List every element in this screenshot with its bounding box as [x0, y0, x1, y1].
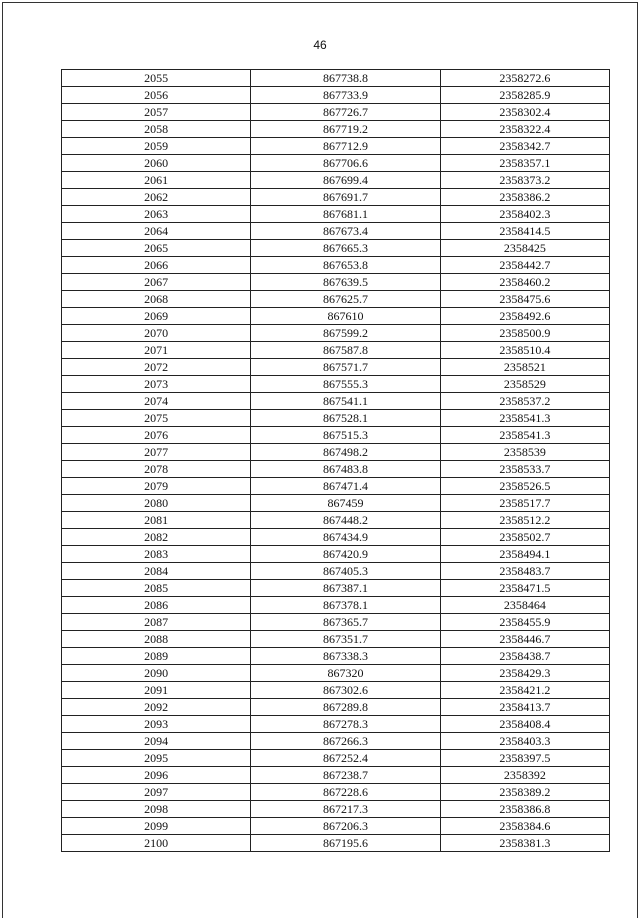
y-coordinate-cell: 2358438.7	[440, 648, 609, 665]
table-row	[62, 716, 610, 733]
table-row	[62, 342, 610, 359]
x-coordinate-cell: 867712.9	[251, 138, 440, 155]
x-coordinate-cell: 867719.2	[251, 121, 440, 138]
y-coordinate-cell: 2358425	[440, 240, 609, 257]
point-number-cell: 2090	[62, 665, 251, 682]
x-coordinate-cell: 867195.6	[251, 835, 440, 852]
x-coordinate-cell: 867733.9	[251, 87, 440, 104]
point-number-cell: 2057	[62, 104, 251, 121]
x-coordinate-cell: 867498.2	[251, 444, 440, 461]
point-number-cell: 2078	[62, 461, 251, 478]
y-coordinate-cell: 2358408.4	[440, 716, 609, 733]
y-coordinate-cell: 2358529	[440, 376, 609, 393]
y-coordinate-cell: 2358517.7	[440, 495, 609, 512]
table-row	[62, 393, 610, 410]
y-coordinate-cell: 2358510.4	[440, 342, 609, 359]
point-number-cell: 2056	[62, 87, 251, 104]
point-number-cell: 2068	[62, 291, 251, 308]
x-coordinate-cell: 867610	[251, 308, 440, 325]
y-coordinate-cell: 2358386.8	[440, 801, 609, 818]
point-number-cell: 2061	[62, 172, 251, 189]
point-number-cell: 2073	[62, 376, 251, 393]
table-row	[62, 682, 610, 699]
x-coordinate-cell: 867528.1	[251, 410, 440, 427]
point-number-cell: 2058	[62, 121, 251, 138]
point-number-cell: 2081	[62, 512, 251, 529]
point-number-cell: 2069	[62, 308, 251, 325]
table-row	[62, 665, 610, 682]
point-number-cell: 2072	[62, 359, 251, 376]
point-number-cell: 2076	[62, 427, 251, 444]
table-row	[62, 257, 610, 274]
table-row	[62, 563, 610, 580]
x-coordinate-cell: 867681.1	[251, 206, 440, 223]
x-coordinate-cell: 867673.4	[251, 223, 440, 240]
x-coordinate-cell: 867278.3	[251, 716, 440, 733]
table-row	[62, 410, 610, 427]
point-number-cell: 2084	[62, 563, 251, 580]
table-row	[62, 172, 610, 189]
y-coordinate-cell: 2358386.2	[440, 189, 609, 206]
page-number: 46	[313, 38, 327, 52]
table-row	[62, 189, 610, 206]
x-coordinate-cell: 867625.7	[251, 291, 440, 308]
table-row	[62, 835, 610, 852]
y-coordinate-cell: 2358471.5	[440, 580, 609, 597]
table-row	[62, 121, 610, 138]
y-coordinate-cell: 2358272.6	[440, 70, 609, 87]
x-coordinate-cell: 867217.3	[251, 801, 440, 818]
y-coordinate-cell: 2358381.3	[440, 835, 609, 852]
x-coordinate-cell: 867459	[251, 495, 440, 512]
y-coordinate-cell: 2358429.3	[440, 665, 609, 682]
point-number-cell: 2064	[62, 223, 251, 240]
x-coordinate-cell: 867691.7	[251, 189, 440, 206]
x-coordinate-cell: 867555.3	[251, 376, 440, 393]
table-row	[62, 784, 610, 801]
x-coordinate-cell: 867699.4	[251, 172, 440, 189]
table-row	[62, 512, 610, 529]
x-coordinate-cell: 867302.6	[251, 682, 440, 699]
x-coordinate-cell: 867639.5	[251, 274, 440, 291]
point-number-cell: 2059	[62, 138, 251, 155]
y-coordinate-cell: 2358357.1	[440, 155, 609, 172]
table-row	[62, 461, 610, 478]
point-number-cell: 2075	[62, 410, 251, 427]
table-row	[62, 104, 610, 121]
y-coordinate-cell: 2358492.6	[440, 308, 609, 325]
y-coordinate-cell: 2358322.4	[440, 121, 609, 138]
x-coordinate-cell: 867726.7	[251, 104, 440, 121]
x-coordinate-cell: 867706.6	[251, 155, 440, 172]
table-row	[62, 631, 610, 648]
table-row	[62, 801, 610, 818]
y-coordinate-cell: 2358392	[440, 767, 609, 784]
point-number-cell: 2087	[62, 614, 251, 631]
table-row	[62, 750, 610, 767]
point-number-cell: 2065	[62, 240, 251, 257]
x-coordinate-cell: 867387.1	[251, 580, 440, 597]
y-coordinate-cell: 2358512.2	[440, 512, 609, 529]
x-coordinate-cell: 867238.7	[251, 767, 440, 784]
table-row	[62, 359, 610, 376]
table-row	[62, 478, 610, 495]
y-coordinate-cell: 2358521	[440, 359, 609, 376]
y-coordinate-cell: 2358526.5	[440, 478, 609, 495]
y-coordinate-cell: 2358541.3	[440, 427, 609, 444]
x-coordinate-cell: 867338.3	[251, 648, 440, 665]
point-number-cell: 2066	[62, 257, 251, 274]
x-coordinate-cell: 867599.2	[251, 325, 440, 342]
y-coordinate-cell: 2358541.3	[440, 410, 609, 427]
y-coordinate-cell: 2358537.2	[440, 393, 609, 410]
table-row	[62, 495, 610, 512]
y-coordinate-cell: 2358460.2	[440, 274, 609, 291]
y-coordinate-cell: 2358342.7	[440, 138, 609, 155]
point-number-cell: 2093	[62, 716, 251, 733]
table-row	[62, 580, 610, 597]
table-row	[62, 529, 610, 546]
point-number-cell: 2079	[62, 478, 251, 495]
point-number-cell: 2063	[62, 206, 251, 223]
point-number-cell: 2094	[62, 733, 251, 750]
table-row	[62, 70, 610, 87]
table-row	[62, 240, 610, 257]
y-coordinate-cell: 2358389.2	[440, 784, 609, 801]
table-row	[62, 597, 610, 614]
x-coordinate-cell: 867289.8	[251, 699, 440, 716]
x-coordinate-cell: 867653.8	[251, 257, 440, 274]
x-coordinate-cell: 867420.9	[251, 546, 440, 563]
point-number-cell: 2095	[62, 750, 251, 767]
point-number-cell: 2062	[62, 189, 251, 206]
point-number-cell: 2083	[62, 546, 251, 563]
x-coordinate-cell: 867351.7	[251, 631, 440, 648]
x-coordinate-cell: 867665.3	[251, 240, 440, 257]
y-coordinate-cell: 2358442.7	[440, 257, 609, 274]
y-coordinate-cell: 2358446.7	[440, 631, 609, 648]
y-coordinate-cell: 2358285.9	[440, 87, 609, 104]
y-coordinate-cell: 2358402.3	[440, 206, 609, 223]
point-number-cell: 2082	[62, 529, 251, 546]
y-coordinate-cell: 2358500.9	[440, 325, 609, 342]
x-coordinate-cell: 867405.3	[251, 563, 440, 580]
x-coordinate-cell: 867471.4	[251, 478, 440, 495]
point-number-cell: 2077	[62, 444, 251, 461]
point-number-cell: 2080	[62, 495, 251, 512]
table-row	[62, 274, 610, 291]
y-coordinate-cell: 2358413.7	[440, 699, 609, 716]
point-number-cell: 2088	[62, 631, 251, 648]
y-coordinate-cell: 2358373.2	[440, 172, 609, 189]
y-coordinate-cell: 2358483.7	[440, 563, 609, 580]
y-coordinate-cell: 2358533.7	[440, 461, 609, 478]
table-row	[62, 223, 610, 240]
point-number-cell: 2096	[62, 767, 251, 784]
x-coordinate-cell: 867738.8	[251, 70, 440, 87]
point-number-cell: 2091	[62, 682, 251, 699]
table-row	[62, 733, 610, 750]
coordinates-table-body	[62, 70, 610, 852]
point-number-cell: 2100	[62, 835, 251, 852]
x-coordinate-cell: 867206.3	[251, 818, 440, 835]
table-row	[62, 291, 610, 308]
table-row	[62, 767, 610, 784]
point-number-cell: 2067	[62, 274, 251, 291]
x-coordinate-cell: 867515.3	[251, 427, 440, 444]
x-coordinate-cell: 867483.8	[251, 461, 440, 478]
x-coordinate-cell: 867228.6	[251, 784, 440, 801]
x-coordinate-cell: 867266.3	[251, 733, 440, 750]
coordinates-table	[61, 69, 610, 852]
table-row	[62, 155, 610, 172]
x-coordinate-cell: 867571.7	[251, 359, 440, 376]
x-coordinate-cell: 867252.4	[251, 750, 440, 767]
point-number-cell: 2071	[62, 342, 251, 359]
x-coordinate-cell: 867541.1	[251, 393, 440, 410]
table-row	[62, 648, 610, 665]
table-row	[62, 325, 610, 342]
point-number-cell: 2086	[62, 597, 251, 614]
x-coordinate-cell: 867378.1	[251, 597, 440, 614]
table-row	[62, 138, 610, 155]
y-coordinate-cell: 2358421.2	[440, 682, 609, 699]
table-row	[62, 614, 610, 631]
y-coordinate-cell: 2358384.6	[440, 818, 609, 835]
table-row	[62, 427, 610, 444]
y-coordinate-cell: 2358414.5	[440, 223, 609, 240]
point-number-cell: 2085	[62, 580, 251, 597]
x-coordinate-cell: 867365.7	[251, 614, 440, 631]
point-number-cell: 2074	[62, 393, 251, 410]
table-row	[62, 87, 610, 104]
point-number-cell: 2097	[62, 784, 251, 801]
table-row	[62, 308, 610, 325]
y-coordinate-cell: 2358539	[440, 444, 609, 461]
x-coordinate-cell: 867434.9	[251, 529, 440, 546]
point-number-cell: 2055	[62, 70, 251, 87]
y-coordinate-cell: 2358397.5	[440, 750, 609, 767]
table-row	[62, 376, 610, 393]
y-coordinate-cell: 2358403.3	[440, 733, 609, 750]
y-coordinate-cell: 2358302.4	[440, 104, 609, 121]
x-coordinate-cell: 867587.8	[251, 342, 440, 359]
point-number-cell: 2098	[62, 801, 251, 818]
table-row	[62, 444, 610, 461]
x-coordinate-cell: 867448.2	[251, 512, 440, 529]
point-number-cell: 2070	[62, 325, 251, 342]
point-number-cell: 2089	[62, 648, 251, 665]
table-row	[62, 206, 610, 223]
point-number-cell: 2060	[62, 155, 251, 172]
y-coordinate-cell: 2358475.6	[440, 291, 609, 308]
table-row	[62, 699, 610, 716]
y-coordinate-cell: 2358494.1	[440, 546, 609, 563]
y-coordinate-cell: 2358464	[440, 597, 609, 614]
point-number-cell: 2099	[62, 818, 251, 835]
y-coordinate-cell: 2358502.7	[440, 529, 609, 546]
point-number-cell: 2092	[62, 699, 251, 716]
table-row	[62, 818, 610, 835]
x-coordinate-cell: 867320	[251, 665, 440, 682]
y-coordinate-cell: 2358455.9	[440, 614, 609, 631]
table-row	[62, 546, 610, 563]
